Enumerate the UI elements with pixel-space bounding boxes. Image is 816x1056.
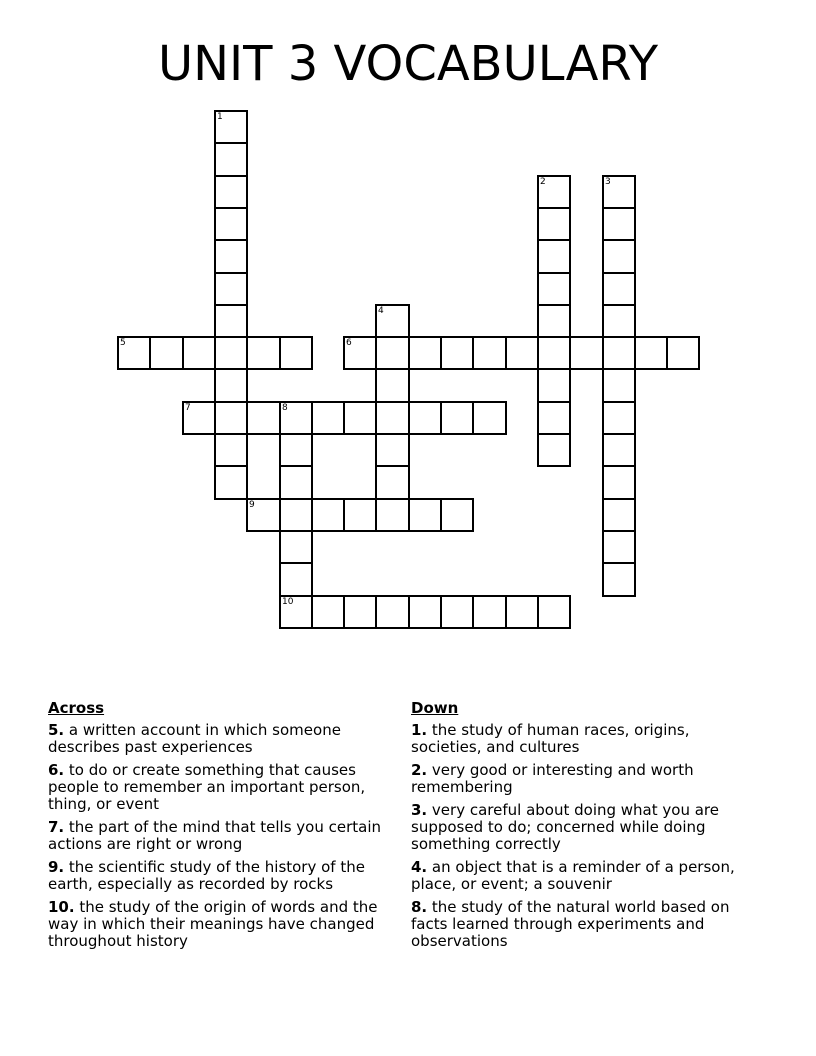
crossword-cell[interactable]: [343, 336, 377, 370]
clue-down-1: [411, 722, 761, 756]
clue-text: the scientific study of the history of the earth, especially as recorded by rocks: [48, 858, 365, 893]
cell-number: 1: [217, 112, 223, 122]
crossword-cell[interactable]: [602, 530, 636, 564]
crossword-cell[interactable]: [537, 433, 571, 467]
cell-number: 2: [540, 177, 546, 187]
crossword-cell[interactable]: [182, 336, 216, 370]
crossword-cell[interactable]: [246, 498, 281, 532]
crossword-cell[interactable]: [602, 433, 636, 467]
crossword-cell[interactable]: [279, 562, 313, 597]
cell-number: 7: [185, 403, 191, 413]
crossword-cell[interactable]: [537, 239, 571, 274]
crossword-cell[interactable]: [634, 336, 668, 370]
crossword-cell[interactable]: [602, 239, 636, 274]
crossword-cell[interactable]: [602, 562, 636, 597]
crossword-cell[interactable]: [666, 336, 700, 370]
crossword-cell[interactable]: [214, 401, 248, 435]
clue-down-8: [411, 899, 761, 950]
crossword-cell[interactable]: [214, 304, 248, 338]
crossword-cell[interactable]: [537, 304, 571, 338]
clue-text: the study of the origin of words and the way in which their meanings have changed throughout history: [48, 898, 378, 950]
crossword-cell[interactable]: [375, 433, 410, 467]
clue-across-10: [48, 899, 398, 950]
crossword-cell[interactable]: [343, 498, 377, 532]
clue-text: very good or interesting and worth remembering: [411, 761, 694, 796]
crossword-cell[interactable]: [505, 595, 539, 629]
clue-number: 2.: [411, 761, 428, 779]
crossword-cell[interactable]: [279, 498, 313, 532]
crossword-cell[interactable]: [214, 272, 248, 306]
clue-across-7: [48, 819, 398, 853]
crossword-cell[interactable]: [440, 498, 474, 532]
crossword-cell[interactable]: [537, 207, 571, 241]
crossword-cell[interactable]: [602, 304, 636, 338]
clue-across-6: [48, 762, 398, 813]
clue-text: a written account in which someone describes past experiences: [48, 721, 341, 756]
crossword-cell[interactable]: [182, 401, 216, 435]
crossword-cell[interactable]: [279, 595, 313, 629]
cell-number: 4: [378, 306, 384, 316]
cell-number: 5: [120, 338, 126, 348]
crossword-cell[interactable]: [602, 175, 636, 209]
crossword-cell[interactable]: [311, 595, 345, 629]
crossword-cell[interactable]: [279, 401, 313, 435]
crossword-cell[interactable]: [472, 336, 507, 370]
clue-text: the part of the mind that tells you certain actions are right or wrong: [48, 818, 381, 853]
clue-text: the study of the natural world based on facts learned through experiments and observations: [411, 898, 730, 950]
crossword-cell[interactable]: [440, 336, 474, 370]
crossword-cell[interactable]: [602, 336, 636, 370]
cell-number: 9: [249, 500, 255, 510]
clue-text: to do or create something that causes people to remember an important person, thing, or event: [48, 761, 366, 813]
crossword-cell[interactable]: [440, 595, 474, 629]
crossword-cell[interactable]: [214, 175, 248, 209]
crossword-cell[interactable]: [117, 336, 151, 370]
crossword-cell[interactable]: [214, 433, 248, 467]
crossword-cell[interactable]: [537, 175, 571, 209]
crossword-cell[interactable]: [537, 401, 571, 435]
clue-number: 7.: [48, 818, 65, 836]
crossword-cell[interactable]: [214, 142, 248, 177]
clue-number: 1.: [411, 721, 428, 739]
crossword-cell[interactable]: [343, 401, 377, 435]
clue-text: very careful about doing what you are supposed to do; concerned while doing something correctly: [411, 801, 719, 853]
crossword-cell[interactable]: [279, 336, 313, 370]
crossword-cell[interactable]: [408, 498, 442, 532]
across-heading: Across: [48, 699, 105, 717]
crossword-cell[interactable]: [279, 433, 313, 467]
crossword-cell[interactable]: [440, 401, 474, 435]
crossword-cell[interactable]: [602, 465, 636, 500]
clue-text: an object that is a reminder of a person, place, or event; a souvenir: [411, 858, 735, 893]
crossword-cell[interactable]: [602, 498, 636, 532]
clue-down-2: [411, 762, 761, 796]
clue-across-5: [48, 722, 398, 756]
crossword-cell[interactable]: [214, 465, 248, 500]
crossword-cell[interactable]: [569, 336, 604, 370]
crossword-cell[interactable]: [214, 110, 248, 144]
crossword-cell[interactable]: [505, 336, 539, 370]
clue-across-9: [48, 859, 398, 893]
crossword-cell[interactable]: [375, 336, 410, 370]
cell-number: 3: [605, 177, 611, 187]
clue-number: 6.: [48, 761, 65, 779]
crossword-cell[interactable]: [375, 595, 410, 629]
crossword-cell[interactable]: [279, 530, 313, 564]
down-heading: Down: [411, 699, 459, 717]
crossword-cell[interactable]: [408, 336, 442, 370]
clue-number: 5.: [48, 721, 65, 739]
crossword-cell[interactable]: [375, 304, 410, 338]
crossword-cell[interactable]: [214, 336, 248, 370]
clue-down-3: [411, 802, 761, 853]
crossword-cell[interactable]: [246, 401, 281, 435]
clue-number: 3.: [411, 801, 428, 819]
crossword-cell[interactable]: [472, 401, 507, 435]
clue-text: the study of human races, origins, societies, and cultures: [411, 721, 690, 756]
crossword-cell[interactable]: [311, 498, 345, 532]
crossword-cell[interactable]: [602, 368, 636, 403]
down-clues: [411, 700, 761, 956]
crossword-cell[interactable]: [537, 272, 571, 306]
crossword-cell[interactable]: [602, 272, 636, 306]
crossword-cell[interactable]: [214, 207, 248, 241]
crossword-cell[interactable]: [602, 207, 636, 241]
crossword-cell[interactable]: [375, 465, 410, 500]
clue-number: 9.: [48, 858, 65, 876]
clue-down-4: [411, 859, 761, 893]
clue-number: 8.: [411, 898, 428, 916]
crossword-cell[interactable]: [214, 368, 248, 403]
crossword-cell[interactable]: [537, 368, 571, 403]
crossword-cell[interactable]: [408, 595, 442, 629]
crossword-cell[interactable]: [472, 595, 507, 629]
crossword-cell[interactable]: [602, 401, 636, 435]
crossword-cell[interactable]: [375, 368, 410, 403]
cell-number: 6: [346, 338, 352, 348]
crossword-cell[interactable]: [375, 401, 410, 435]
cell-number: 10: [282, 597, 294, 607]
crossword-cell[interactable]: [375, 498, 410, 532]
clue-number: 4.: [411, 858, 428, 876]
crossword-cell[interactable]: [537, 595, 571, 629]
page-title: UNIT 3 VOCABULARY: [157, 36, 659, 92]
crossword-cell[interactable]: [408, 401, 442, 435]
crossword-cell[interactable]: [343, 595, 377, 629]
crossword-cell[interactable]: [537, 336, 571, 370]
crossword-cell[interactable]: [279, 465, 313, 500]
crossword-cell[interactable]: [149, 336, 184, 370]
clue-number: 10.: [48, 898, 75, 916]
across-clues: [48, 700, 398, 956]
crossword-cell[interactable]: [214, 239, 248, 274]
crossword-cell[interactable]: [246, 336, 281, 370]
cell-number: 8: [282, 403, 288, 413]
crossword-cell[interactable]: [311, 401, 345, 435]
